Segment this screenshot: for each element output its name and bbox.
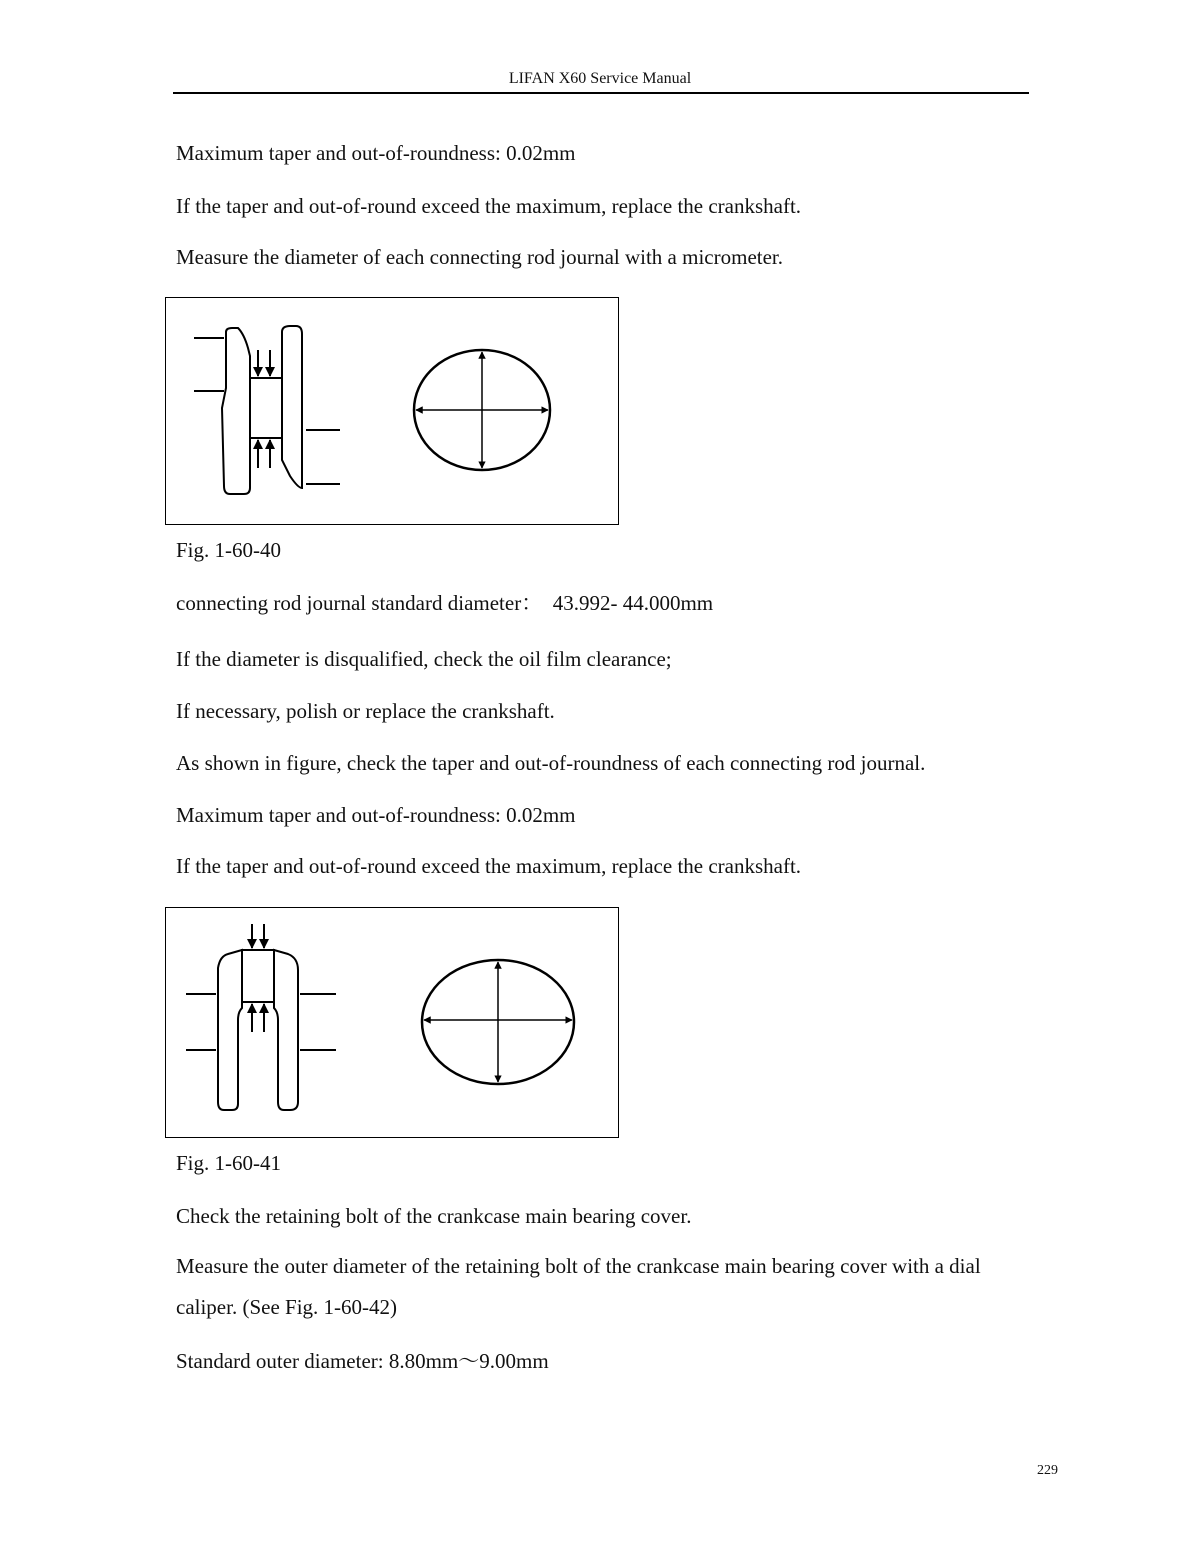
paragraph-replace-crankshaft-1: If the taper and out-of-round exceed the maximum, replace the crankshaft. [176,194,802,218]
paragraph-standard-diameter: connecting rod journal standard diameter： 43.992- 44.000mm [176,591,714,615]
paragraph-replace-crankshaft-2: If the taper and out-of-round exceed the maximum, replace the crankshaft. [176,854,802,878]
figure-caption-1-60-41: Fig. 1-60-41 [176,1151,281,1175]
paragraph-measure-outer-diameter: Measure the outer diameter of the retaining bolt of the crankcase main bearing cover with a dial caliper. (See Fig. 1-60-42) [176,1254,981,1319]
header-rule [173,92,1029,94]
running-header: LIFAN X60 Service Manual [508,70,692,87]
paragraph-max-taper-1: Maximum taper and out-of-roundness: 0.02mm [176,141,576,165]
paragraph-diameter-disqualified: If the diameter is disqualified, check the oil film clearance; [176,647,672,671]
paragraph-max-taper-2: Maximum taper and out-of-roundness: 0.02mm [176,803,576,827]
crankshaft-journal-diagram-1 [166,298,618,524]
page-number: 229 [1037,1463,1058,1478]
figure-1-60-41 [165,907,619,1138]
figure-caption-1-60-40: Fig. 1-60-40 [176,538,281,562]
paragraph-measure-diameter: Measure the diameter of each connecting rod journal with a micrometer. [176,245,784,269]
paragraph-check-taper: As shown in figure, check the taper and out-of-roundness of each connecting rod journal. [176,751,926,775]
crankshaft-journal-diagram-2 [166,908,618,1137]
paragraph-polish-or-replace: If necessary, polish or replace the crankshaft. [176,699,555,723]
figure-1-60-40 [165,297,619,525]
paragraph-standard-outer-diameter: Standard outer diameter: 8.80mm～9.00mm [176,1349,549,1373]
paragraph-check-retaining-bolt: Check the retaining bolt of the crankcase main bearing cover. [176,1204,692,1228]
